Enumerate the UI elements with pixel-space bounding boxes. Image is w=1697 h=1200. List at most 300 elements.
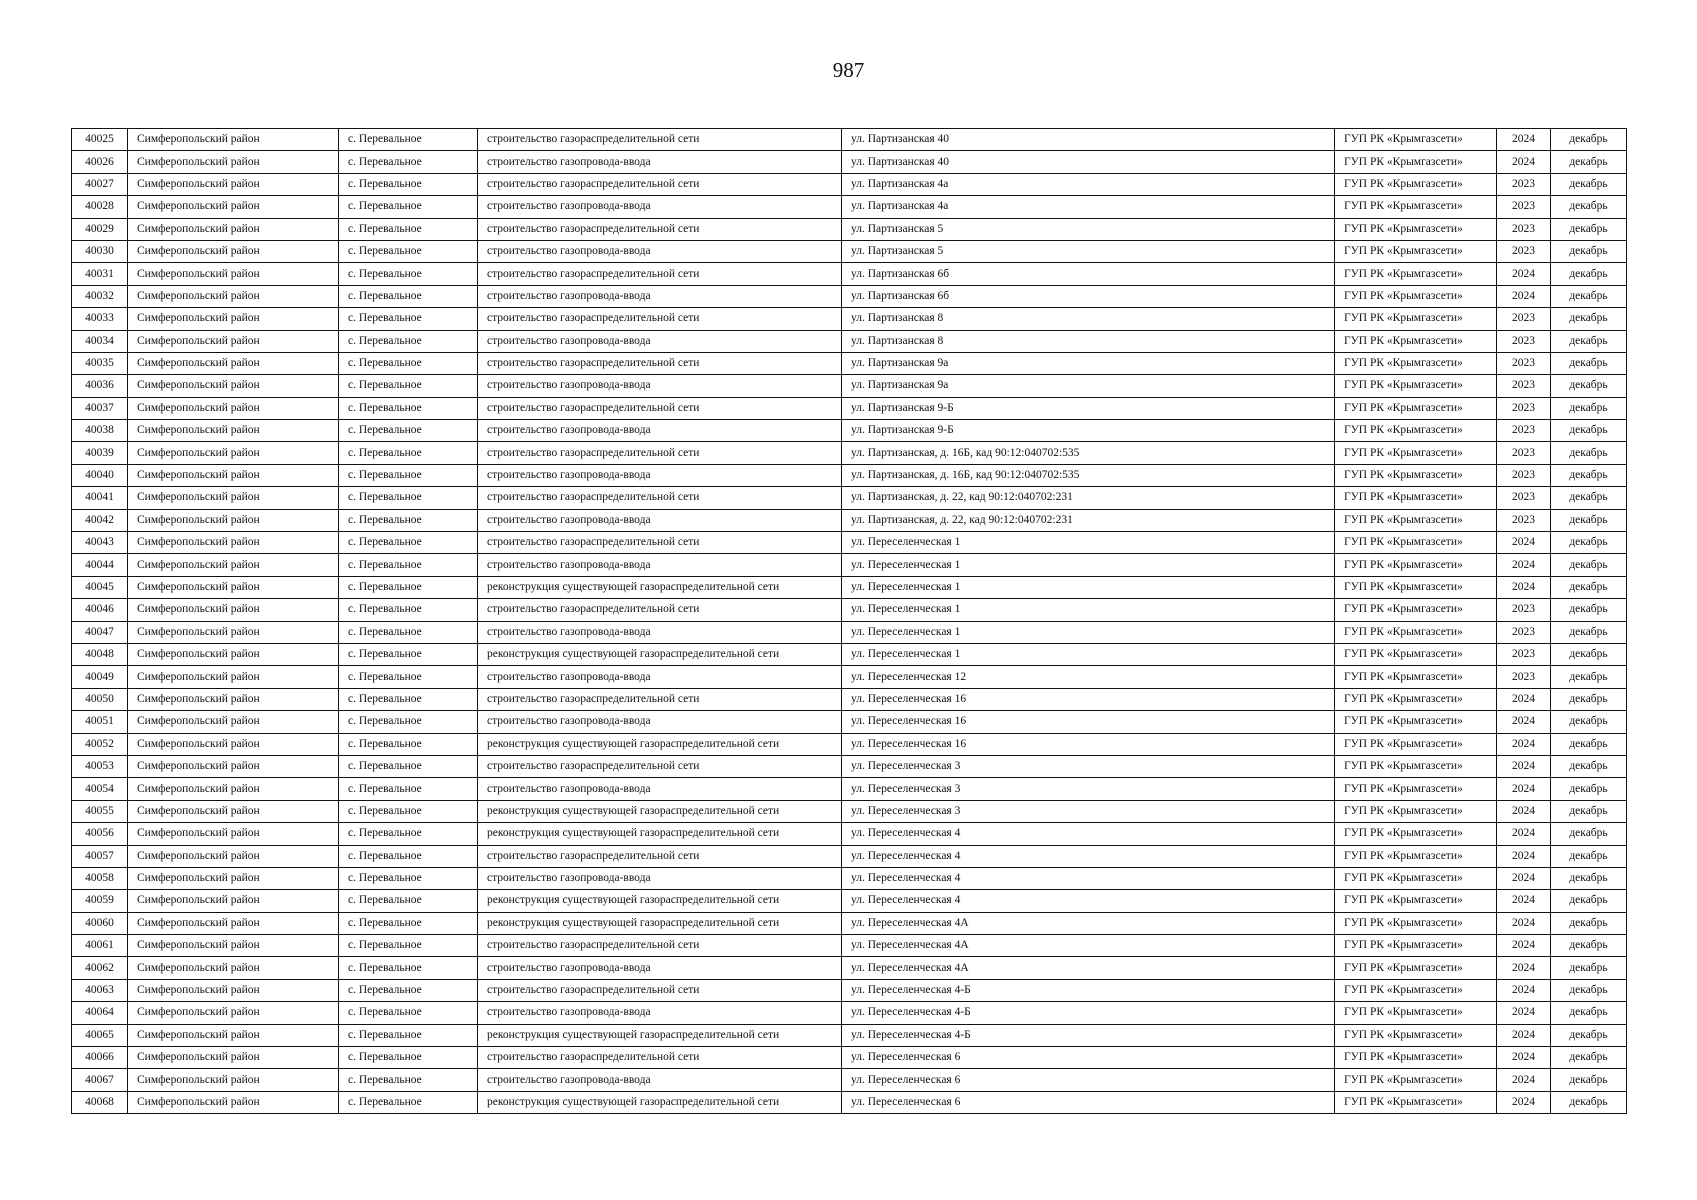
month-cell: декабрь bbox=[1551, 621, 1627, 643]
work-type-cell: строительство газораспределительной сети bbox=[478, 979, 842, 1001]
table-body bbox=[72, 129, 1627, 1114]
table-row bbox=[72, 218, 1627, 240]
organization-cell: ГУП РК «Крымгазсети» bbox=[1335, 151, 1497, 173]
table-row bbox=[72, 576, 1627, 598]
district-cell: Симферопольский район bbox=[128, 845, 339, 867]
district-cell: Симферопольский район bbox=[128, 375, 339, 397]
month-cell: декабрь bbox=[1551, 420, 1627, 442]
district-cell: Симферопольский район bbox=[128, 666, 339, 688]
organization-cell: ГУП РК «Крымгазсети» bbox=[1335, 599, 1497, 621]
work-type-cell: реконструкция существующей газораспределительной сети bbox=[478, 800, 842, 822]
address-cell: ул. Переселенческая 3 bbox=[842, 800, 1335, 822]
work-type-cell: реконструкция существующей газораспределительной сети bbox=[478, 733, 842, 755]
organization-cell: ГУП РК «Крымгазсети» bbox=[1335, 823, 1497, 845]
table-row bbox=[72, 330, 1627, 352]
address-cell: ул. Партизанская 8 bbox=[842, 308, 1335, 330]
work-type-cell: строительство газопровода-ввода bbox=[478, 711, 842, 733]
address-cell: ул. Партизанская 9а bbox=[842, 375, 1335, 397]
table-row bbox=[72, 129, 1627, 151]
table-row bbox=[72, 173, 1627, 195]
row-number-cell: 40049 bbox=[72, 666, 128, 688]
work-type-cell: строительство газораспределительной сети bbox=[478, 599, 842, 621]
work-type-cell: строительство газораспределительной сети bbox=[478, 845, 842, 867]
month-cell: декабрь bbox=[1551, 1002, 1627, 1024]
address-cell: ул. Переселенческая 3 bbox=[842, 755, 1335, 777]
row-number-cell: 40060 bbox=[72, 912, 128, 934]
address-cell: ул. Партизанская 40 bbox=[842, 129, 1335, 151]
address-cell: ул. Переселенческая 4-Б bbox=[842, 1002, 1335, 1024]
month-cell: декабрь bbox=[1551, 464, 1627, 486]
month-cell: декабрь bbox=[1551, 823, 1627, 845]
district-cell: Симферопольский район bbox=[128, 352, 339, 374]
organization-cell: ГУП РК «Крымгазсети» bbox=[1335, 688, 1497, 710]
work-type-cell: строительство газораспределительной сети bbox=[478, 129, 842, 151]
table-row bbox=[72, 487, 1627, 509]
table-row bbox=[72, 979, 1627, 1001]
address-cell: ул. Переселенческая 1 bbox=[842, 576, 1335, 598]
month-cell: декабрь bbox=[1551, 151, 1627, 173]
address-cell: ул. Партизанская 8 bbox=[842, 330, 1335, 352]
row-number-cell: 40047 bbox=[72, 621, 128, 643]
address-cell: ул. Переселенческая 6 bbox=[842, 1047, 1335, 1069]
work-type-cell: строительство газопровода-ввода bbox=[478, 420, 842, 442]
row-number-cell: 40038 bbox=[72, 420, 128, 442]
village-cell: с. Перевальное bbox=[339, 1091, 478, 1113]
organization-cell: ГУП РК «Крымгазсети» bbox=[1335, 1002, 1497, 1024]
row-number-cell: 40035 bbox=[72, 352, 128, 374]
district-cell: Симферопольский район bbox=[128, 464, 339, 486]
village-cell: с. Перевальное bbox=[339, 218, 478, 240]
work-type-cell: строительство газораспределительной сети bbox=[478, 688, 842, 710]
row-number-cell: 40052 bbox=[72, 733, 128, 755]
organization-cell: ГУП РК «Крымгазсети» bbox=[1335, 1024, 1497, 1046]
work-type-cell: строительство газораспределительной сети bbox=[478, 532, 842, 554]
work-type-cell: строительство газораспределительной сети bbox=[478, 173, 842, 195]
address-cell: ул. Переселенческая 1 bbox=[842, 621, 1335, 643]
table-row bbox=[72, 196, 1627, 218]
address-cell: ул. Переселенческая 1 bbox=[842, 554, 1335, 576]
organization-cell: ГУП РК «Крымгазсети» bbox=[1335, 375, 1497, 397]
address-cell: ул. Переселенческая 3 bbox=[842, 778, 1335, 800]
row-number-cell: 40056 bbox=[72, 823, 128, 845]
month-cell: декабрь bbox=[1551, 330, 1627, 352]
row-number-cell: 40039 bbox=[72, 442, 128, 464]
month-cell: декабрь bbox=[1551, 285, 1627, 307]
year-cell: 2023 bbox=[1497, 420, 1551, 442]
year-cell: 2024 bbox=[1497, 129, 1551, 151]
organization-cell: ГУП РК «Крымгазсети» bbox=[1335, 420, 1497, 442]
table-row bbox=[72, 643, 1627, 665]
month-cell: декабрь bbox=[1551, 263, 1627, 285]
organization-cell: ГУП РК «Крымгазсети» bbox=[1335, 330, 1497, 352]
work-type-cell: строительство газораспределительной сети bbox=[478, 755, 842, 777]
organization-cell: ГУП РК «Крымгазсети» bbox=[1335, 464, 1497, 486]
table-row bbox=[72, 509, 1627, 531]
year-cell: 2024 bbox=[1497, 867, 1551, 889]
village-cell: с. Перевальное bbox=[339, 263, 478, 285]
table-row bbox=[72, 778, 1627, 800]
year-cell: 2023 bbox=[1497, 352, 1551, 374]
row-number-cell: 40064 bbox=[72, 1002, 128, 1024]
month-cell: декабрь bbox=[1551, 935, 1627, 957]
district-cell: Симферопольский район bbox=[128, 308, 339, 330]
month-cell: декабрь bbox=[1551, 196, 1627, 218]
district-cell: Симферопольский район bbox=[128, 576, 339, 598]
village-cell: с. Перевальное bbox=[339, 912, 478, 934]
address-cell: ул. Переселенческая 1 bbox=[842, 643, 1335, 665]
month-cell: декабрь bbox=[1551, 1047, 1627, 1069]
village-cell: с. Перевальное bbox=[339, 1024, 478, 1046]
district-cell: Симферопольский район bbox=[128, 1069, 339, 1091]
table-row bbox=[72, 599, 1627, 621]
row-number-cell: 40055 bbox=[72, 800, 128, 822]
organization-cell: ГУП РК «Крымгазсети» bbox=[1335, 397, 1497, 419]
month-cell: декабрь bbox=[1551, 129, 1627, 151]
organization-cell: ГУП РК «Крымгазсети» bbox=[1335, 532, 1497, 554]
work-type-cell: строительство газораспределительной сети bbox=[478, 397, 842, 419]
month-cell: декабрь bbox=[1551, 308, 1627, 330]
district-cell: Симферопольский район bbox=[128, 129, 339, 151]
month-cell: декабрь bbox=[1551, 173, 1627, 195]
village-cell: с. Перевальное bbox=[339, 397, 478, 419]
table-row bbox=[72, 240, 1627, 262]
village-cell: с. Перевальное bbox=[339, 643, 478, 665]
month-cell: декабрь bbox=[1551, 845, 1627, 867]
district-cell: Симферопольский район bbox=[128, 397, 339, 419]
village-cell: с. Перевальное bbox=[339, 823, 478, 845]
district-cell: Симферопольский район bbox=[128, 173, 339, 195]
row-number-cell: 40032 bbox=[72, 285, 128, 307]
month-cell: декабрь bbox=[1551, 867, 1627, 889]
work-type-cell: реконструкция существующей газораспределительной сети bbox=[478, 890, 842, 912]
row-number-cell: 40028 bbox=[72, 196, 128, 218]
month-cell: декабрь bbox=[1551, 1024, 1627, 1046]
district-cell: Симферопольский район bbox=[128, 509, 339, 531]
organization-cell: ГУП РК «Крымгазсети» bbox=[1335, 643, 1497, 665]
village-cell: с. Перевальное bbox=[339, 688, 478, 710]
village-cell: с. Перевальное bbox=[339, 352, 478, 374]
organization-cell: ГУП РК «Крымгазсети» bbox=[1335, 263, 1497, 285]
work-type-cell: строительство газопровода-ввода bbox=[478, 464, 842, 486]
year-cell: 2023 bbox=[1497, 487, 1551, 509]
district-cell: Симферопольский район bbox=[128, 890, 339, 912]
work-type-cell: строительство газопровода-ввода bbox=[478, 666, 842, 688]
row-number-cell: 40043 bbox=[72, 532, 128, 554]
work-type-cell: реконструкция существующей газораспределительной сети bbox=[478, 823, 842, 845]
village-cell: с. Перевальное bbox=[339, 196, 478, 218]
year-cell: 2024 bbox=[1497, 554, 1551, 576]
district-cell: Симферопольский район bbox=[128, 1047, 339, 1069]
district-cell: Симферопольский район bbox=[128, 420, 339, 442]
village-cell: с. Перевальное bbox=[339, 979, 478, 1001]
address-cell: ул. Переселенческая 4-Б bbox=[842, 979, 1335, 1001]
work-type-cell: строительство газопровода-ввода bbox=[478, 778, 842, 800]
organization-cell: ГУП РК «Крымгазсети» bbox=[1335, 711, 1497, 733]
year-cell: 2023 bbox=[1497, 397, 1551, 419]
table-row bbox=[72, 621, 1627, 643]
village-cell: с. Перевальное bbox=[339, 420, 478, 442]
row-number-cell: 40051 bbox=[72, 711, 128, 733]
work-type-cell: реконструкция существующей газораспределительной сети bbox=[478, 1024, 842, 1046]
village-cell: с. Перевальное bbox=[339, 487, 478, 509]
work-type-cell: строительство газопровода-ввода bbox=[478, 867, 842, 889]
table-row bbox=[72, 375, 1627, 397]
organization-cell: ГУП РК «Крымгазсети» bbox=[1335, 442, 1497, 464]
year-cell: 2023 bbox=[1497, 375, 1551, 397]
year-cell: 2024 bbox=[1497, 957, 1551, 979]
work-type-cell: строительство газопровода-ввода bbox=[478, 375, 842, 397]
village-cell: с. Перевальное bbox=[339, 867, 478, 889]
row-number-cell: 40036 bbox=[72, 375, 128, 397]
year-cell: 2024 bbox=[1497, 733, 1551, 755]
row-number-cell: 40044 bbox=[72, 554, 128, 576]
district-cell: Симферопольский район bbox=[128, 442, 339, 464]
row-number-cell: 40067 bbox=[72, 1069, 128, 1091]
district-cell: Симферопольский район bbox=[128, 599, 339, 621]
district-cell: Симферопольский район bbox=[128, 733, 339, 755]
month-cell: декабрь bbox=[1551, 912, 1627, 934]
district-cell: Симферопольский район bbox=[128, 532, 339, 554]
village-cell: с. Перевальное bbox=[339, 845, 478, 867]
village-cell: с. Перевальное bbox=[339, 621, 478, 643]
year-cell: 2023 bbox=[1497, 308, 1551, 330]
row-number-cell: 40050 bbox=[72, 688, 128, 710]
row-number-cell: 40065 bbox=[72, 1024, 128, 1046]
organization-cell: ГУП РК «Крымгазсети» bbox=[1335, 352, 1497, 374]
work-type-cell: строительство газопровода-ввода bbox=[478, 240, 842, 262]
organization-cell: ГУП РК «Крымгазсети» bbox=[1335, 576, 1497, 598]
year-cell: 2023 bbox=[1497, 599, 1551, 621]
row-number-cell: 40045 bbox=[72, 576, 128, 598]
district-cell: Симферопольский район bbox=[128, 688, 339, 710]
village-cell: с. Перевальное bbox=[339, 755, 478, 777]
organization-cell: ГУП РК «Крымгазсети» bbox=[1335, 733, 1497, 755]
village-cell: с. Перевальное bbox=[339, 733, 478, 755]
year-cell: 2024 bbox=[1497, 979, 1551, 1001]
year-cell: 2023 bbox=[1497, 666, 1551, 688]
organization-cell: ГУП РК «Крымгазсети» bbox=[1335, 285, 1497, 307]
work-type-cell: строительство газопровода-ввода bbox=[478, 621, 842, 643]
year-cell: 2024 bbox=[1497, 1024, 1551, 1046]
district-cell: Симферопольский район bbox=[128, 778, 339, 800]
month-cell: декабрь bbox=[1551, 800, 1627, 822]
address-cell: ул. Переселенческая 4 bbox=[842, 890, 1335, 912]
district-cell: Симферопольский район bbox=[128, 196, 339, 218]
row-number-cell: 40059 bbox=[72, 890, 128, 912]
organization-cell: ГУП РК «Крымгазсети» bbox=[1335, 509, 1497, 531]
table-row bbox=[72, 308, 1627, 330]
row-number-cell: 40042 bbox=[72, 509, 128, 531]
work-type-cell: реконструкция существующей газораспределительной сети bbox=[478, 912, 842, 934]
month-cell: декабрь bbox=[1551, 890, 1627, 912]
work-type-cell: реконструкция существующей газораспределительной сети bbox=[478, 1091, 842, 1113]
organization-cell: ГУП РК «Крымгазсети» bbox=[1335, 778, 1497, 800]
table-row bbox=[72, 1024, 1627, 1046]
address-cell: ул. Партизанская, д. 22, кад 90:12:040702:231 bbox=[842, 509, 1335, 531]
table-row bbox=[72, 1069, 1627, 1091]
table-row bbox=[72, 397, 1627, 419]
work-type-cell: строительство газораспределительной сети bbox=[478, 1047, 842, 1069]
work-type-cell: реконструкция существующей газораспределительной сети bbox=[478, 576, 842, 598]
row-number-cell: 40041 bbox=[72, 487, 128, 509]
year-cell: 2024 bbox=[1497, 532, 1551, 554]
year-cell: 2024 bbox=[1497, 845, 1551, 867]
row-number-cell: 40034 bbox=[72, 330, 128, 352]
work-type-cell: строительство газопровода-ввода bbox=[478, 151, 842, 173]
address-cell: ул. Партизанская 6б bbox=[842, 285, 1335, 307]
table-row bbox=[72, 823, 1627, 845]
village-cell: с. Перевальное bbox=[339, 509, 478, 531]
table-row bbox=[72, 151, 1627, 173]
village-cell: с. Перевальное bbox=[339, 285, 478, 307]
table-row bbox=[72, 912, 1627, 934]
work-type-cell: строительство газораспределительной сети bbox=[478, 935, 842, 957]
row-number-cell: 40053 bbox=[72, 755, 128, 777]
village-cell: с. Перевальное bbox=[339, 800, 478, 822]
month-cell: декабрь bbox=[1551, 957, 1627, 979]
district-cell: Симферопольский район bbox=[128, 285, 339, 307]
organization-cell: ГУП РК «Крымгазсети» bbox=[1335, 666, 1497, 688]
address-cell: ул. Партизанская, д. 16Б, кад 90:12:040702:535 bbox=[842, 442, 1335, 464]
year-cell: 2024 bbox=[1497, 1091, 1551, 1113]
district-cell: Симферопольский район bbox=[128, 487, 339, 509]
work-type-cell: строительство газораспределительной сети bbox=[478, 218, 842, 240]
table-row bbox=[72, 867, 1627, 889]
district-cell: Симферопольский район bbox=[128, 1024, 339, 1046]
organization-cell: ГУП РК «Крымгазсети» bbox=[1335, 487, 1497, 509]
year-cell: 2024 bbox=[1497, 912, 1551, 934]
table-row bbox=[72, 1047, 1627, 1069]
address-cell: ул. Партизанская 5 bbox=[842, 240, 1335, 262]
work-type-cell: строительство газораспределительной сети bbox=[478, 263, 842, 285]
year-cell: 2024 bbox=[1497, 711, 1551, 733]
address-cell: ул. Переселенческая 1 bbox=[842, 599, 1335, 621]
table-row bbox=[72, 800, 1627, 822]
gasification-table bbox=[71, 128, 1627, 1114]
year-cell: 2023 bbox=[1497, 196, 1551, 218]
month-cell: декабрь bbox=[1551, 1091, 1627, 1113]
village-cell: с. Перевальное bbox=[339, 532, 478, 554]
work-type-cell: строительство газопровода-ввода bbox=[478, 196, 842, 218]
page-number: 987 bbox=[832, 58, 865, 82]
row-number-cell: 40026 bbox=[72, 151, 128, 173]
table-row bbox=[72, 688, 1627, 710]
district-cell: Симферопольский район bbox=[128, 867, 339, 889]
month-cell: декабрь bbox=[1551, 979, 1627, 1001]
row-number-cell: 40068 bbox=[72, 1091, 128, 1113]
address-cell: ул. Переселенческая 16 bbox=[842, 733, 1335, 755]
address-cell: ул. Партизанская 9а bbox=[842, 352, 1335, 374]
village-cell: с. Перевальное bbox=[339, 576, 478, 598]
year-cell: 2023 bbox=[1497, 240, 1551, 262]
district-cell: Симферопольский район bbox=[128, 151, 339, 173]
table-row bbox=[72, 285, 1627, 307]
year-cell: 2023 bbox=[1497, 464, 1551, 486]
year-cell: 2024 bbox=[1497, 151, 1551, 173]
year-cell: 2023 bbox=[1497, 330, 1551, 352]
village-cell: с. Перевальное bbox=[339, 711, 478, 733]
row-number-cell: 40046 bbox=[72, 599, 128, 621]
month-cell: декабрь bbox=[1551, 778, 1627, 800]
table-row bbox=[72, 666, 1627, 688]
organization-cell: ГУП РК «Крымгазсети» bbox=[1335, 173, 1497, 195]
address-cell: ул. Переселенческая 4А bbox=[842, 957, 1335, 979]
table-row bbox=[72, 464, 1627, 486]
address-cell: ул. Партизанская 40 bbox=[842, 151, 1335, 173]
address-cell: ул. Партизанская 4а bbox=[842, 173, 1335, 195]
village-cell: с. Перевальное bbox=[339, 935, 478, 957]
district-cell: Симферопольский район bbox=[128, 935, 339, 957]
district-cell: Симферопольский район bbox=[128, 711, 339, 733]
address-cell: ул. Переселенческая 16 bbox=[842, 711, 1335, 733]
table-row bbox=[72, 845, 1627, 867]
village-cell: с. Перевальное bbox=[339, 330, 478, 352]
address-cell: ул. Переселенческая 12 bbox=[842, 666, 1335, 688]
address-cell: ул. Переселенческая 1 bbox=[842, 532, 1335, 554]
month-cell: декабрь bbox=[1551, 711, 1627, 733]
work-type-cell: строительство газораспределительной сети bbox=[478, 308, 842, 330]
district-cell: Симферопольский район bbox=[128, 218, 339, 240]
month-cell: декабрь bbox=[1551, 487, 1627, 509]
address-cell: ул. Партизанская 6б bbox=[842, 263, 1335, 285]
district-cell: Симферопольский район bbox=[128, 263, 339, 285]
village-cell: с. Перевальное bbox=[339, 442, 478, 464]
address-cell: ул. Партизанская 9-Б bbox=[842, 420, 1335, 442]
address-cell: ул. Партизанская, д. 16Б, кад 90:12:040702:535 bbox=[842, 464, 1335, 486]
row-number-cell: 40029 bbox=[72, 218, 128, 240]
district-cell: Симферопольский район bbox=[128, 330, 339, 352]
district-cell: Симферопольский район bbox=[128, 800, 339, 822]
row-number-cell: 40062 bbox=[72, 957, 128, 979]
month-cell: декабрь bbox=[1551, 1069, 1627, 1091]
year-cell: 2023 bbox=[1497, 509, 1551, 531]
work-type-cell: строительство газопровода-ввода bbox=[478, 509, 842, 531]
district-cell: Симферопольский район bbox=[128, 1002, 339, 1024]
table-row bbox=[72, 711, 1627, 733]
village-cell: с. Перевальное bbox=[339, 240, 478, 262]
work-type-cell: строительство газораспределительной сети bbox=[478, 487, 842, 509]
district-cell: Симферопольский район bbox=[128, 621, 339, 643]
month-cell: декабрь bbox=[1551, 532, 1627, 554]
month-cell: декабрь bbox=[1551, 352, 1627, 374]
village-cell: с. Перевальное bbox=[339, 1002, 478, 1024]
village-cell: с. Перевальное bbox=[339, 375, 478, 397]
month-cell: декабрь bbox=[1551, 733, 1627, 755]
address-cell: ул. Переселенческая 6 bbox=[842, 1069, 1335, 1091]
year-cell: 2024 bbox=[1497, 1069, 1551, 1091]
month-cell: декабрь bbox=[1551, 576, 1627, 598]
year-cell: 2024 bbox=[1497, 890, 1551, 912]
address-cell: ул. Переселенческая 4 bbox=[842, 845, 1335, 867]
village-cell: с. Перевальное bbox=[339, 464, 478, 486]
row-number-cell: 40033 bbox=[72, 308, 128, 330]
village-cell: с. Перевальное bbox=[339, 554, 478, 576]
organization-cell: ГУП РК «Крымгазсети» bbox=[1335, 1047, 1497, 1069]
work-type-cell: строительство газораспределительной сети bbox=[478, 442, 842, 464]
row-number-cell: 40025 bbox=[72, 129, 128, 151]
month-cell: декабрь bbox=[1551, 218, 1627, 240]
organization-cell: ГУП РК «Крымгазсети» bbox=[1335, 845, 1497, 867]
district-cell: Симферопольский район bbox=[128, 1091, 339, 1113]
address-cell: ул. Переселенческая 4А bbox=[842, 935, 1335, 957]
organization-cell: ГУП РК «Крымгазсети» bbox=[1335, 957, 1497, 979]
year-cell: 2024 bbox=[1497, 935, 1551, 957]
work-type-cell: строительство газопровода-ввода bbox=[478, 957, 842, 979]
organization-cell: ГУП РК «Крымгазсети» bbox=[1335, 554, 1497, 576]
row-number-cell: 40057 bbox=[72, 845, 128, 867]
row-number-cell: 40048 bbox=[72, 643, 128, 665]
year-cell: 2023 bbox=[1497, 173, 1551, 195]
